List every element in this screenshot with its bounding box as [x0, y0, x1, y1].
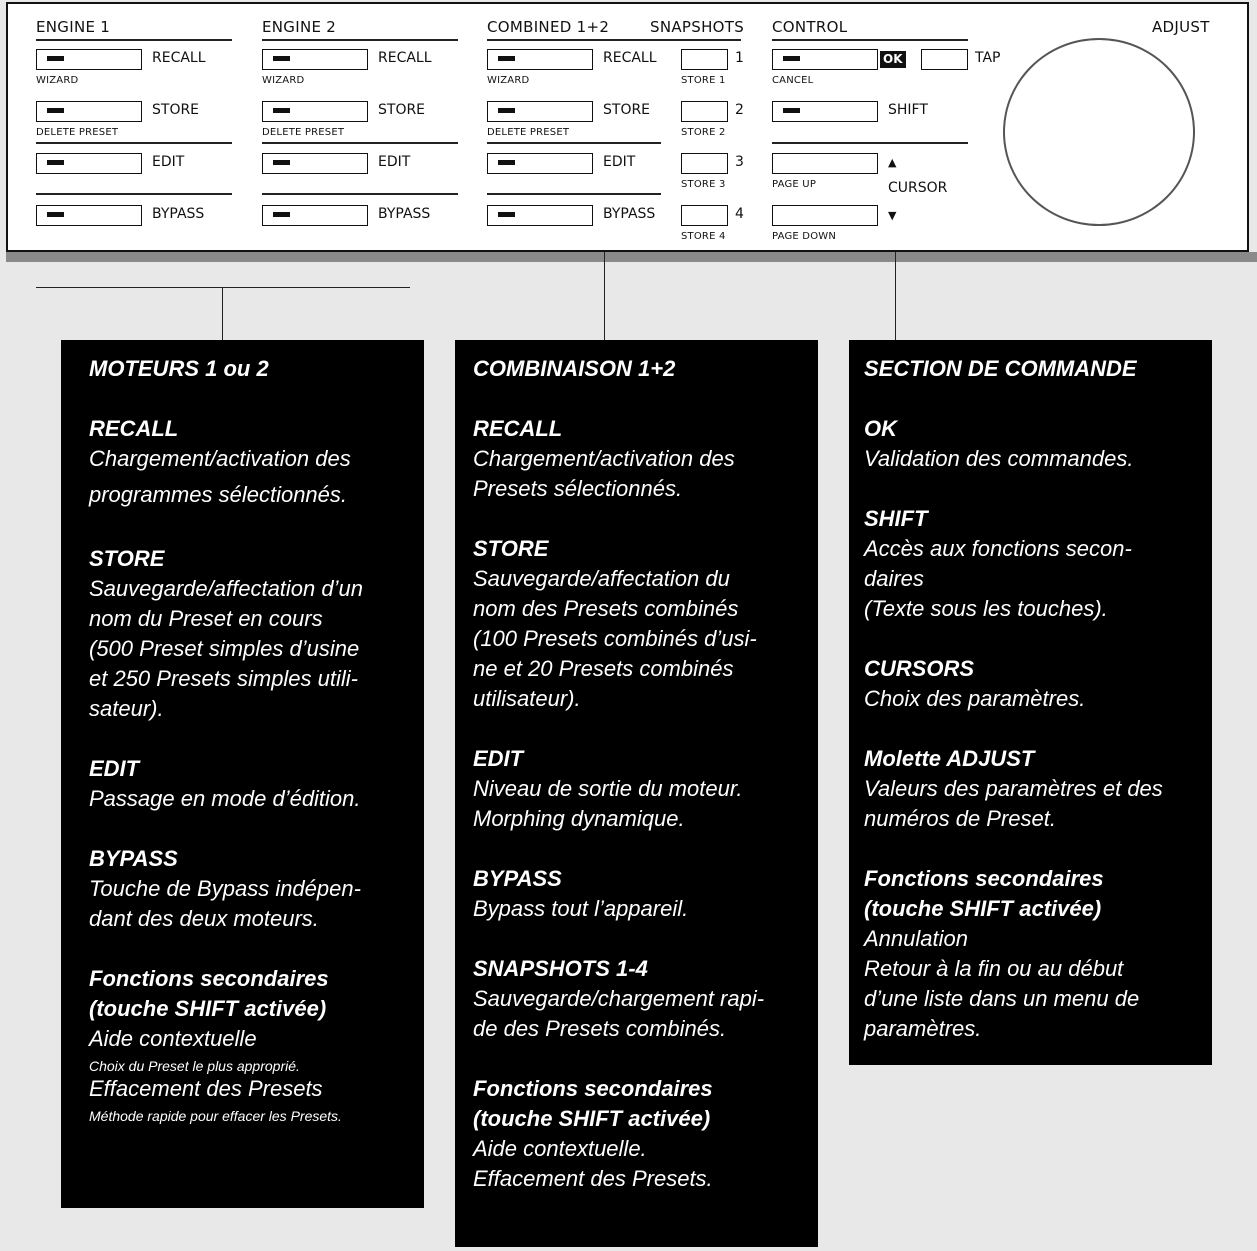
moteurs-secondary-heading2: (touche SHIFT activée) [89, 996, 327, 1021]
moteurs-secondary-heading1: Fonctions secondaires [89, 966, 329, 991]
snapshot-1-label: 1 [735, 50, 744, 66]
commande-retour-line3: paramètres. [864, 1016, 982, 1041]
combinaison-aide: Aide contextuelle. [473, 1136, 647, 1161]
engine2-rule-low [262, 193, 458, 195]
combined-rule-top [487, 39, 741, 41]
tap-button[interactable] [921, 49, 968, 70]
adjust-knob[interactable] [1003, 38, 1195, 226]
combined-delete-preset-label: DELETE PRESET [487, 127, 570, 138]
combinaison-recall-line2: Presets sélectionnés. [473, 476, 683, 501]
engine1-title: ENGINE 1 [36, 18, 111, 36]
commande-cursors-heading: CURSORS [864, 656, 975, 681]
combined-title: COMBINED 1+2 [487, 18, 610, 36]
snapshot-1-button[interactable] [681, 49, 728, 70]
snapshot-4-button[interactable] [681, 205, 728, 226]
combined-rule-low [487, 193, 661, 195]
moteurs-store-heading: STORE [89, 546, 165, 571]
connector-control-vertical [895, 252, 896, 340]
combined-recall-label: RECALL [603, 50, 657, 66]
combinaison-edit-line2: Morphing dynamique. [473, 806, 685, 831]
adjust-title: ADJUST [1152, 18, 1210, 36]
led-icon [47, 160, 64, 165]
engine2-store-button[interactable] [262, 101, 368, 122]
engine1-recall-label: RECALL [152, 50, 206, 66]
combinaison-info-box [455, 340, 818, 1247]
commande-shift-line3: (Texte sous les touches). [864, 596, 1108, 621]
commande-secondary-heading2: (touche SHIFT activée) [864, 896, 1102, 921]
shift-button[interactable] [772, 101, 878, 122]
control-rule-top [772, 39, 968, 41]
connector-combined-vertical [604, 252, 605, 340]
led-icon [273, 160, 290, 165]
engine1-edit-label: EDIT [152, 154, 185, 170]
engine1-wizard-label: WIZARD [36, 75, 79, 86]
combinaison-bypass-heading: BYPASS [473, 866, 562, 891]
control-rule-mid [772, 142, 968, 144]
commande-shift-heading: SHIFT [864, 506, 928, 531]
engine1-store-label: STORE [152, 102, 200, 118]
control-title: CONTROL [772, 18, 848, 36]
engine2-rule-top [262, 39, 458, 41]
combinaison-store-line3: (100 Presets combinés d’usi- [473, 626, 757, 651]
commande-retour-line1: Retour à la fin ou au début [864, 956, 1124, 981]
cursor-down-icon[interactable]: ▼ [888, 209, 897, 222]
snapshot-store3-label: STORE 3 [681, 179, 726, 190]
moteurs-store-line1: Sauvegarde/affectation d’un [89, 576, 363, 601]
commande-retour-line2: d’une liste dans un menu de [864, 986, 1140, 1011]
moteurs-recall-line1: Chargement/activation des [89, 446, 351, 471]
moteurs-title: MOTEURS 1 ou 2 [89, 356, 269, 381]
engine2-rule-mid [262, 142, 458, 144]
moteurs-aide: Aide contextuelle [89, 1026, 257, 1051]
combined-edit-label: EDIT [603, 154, 636, 170]
combinaison-snapshots-line1: Sauvegarde/chargement rapi- [473, 986, 765, 1011]
engine2-bypass-label: BYPASS [378, 206, 431, 222]
engine1-rule-mid [36, 142, 232, 144]
moteurs-info-box [61, 340, 424, 1208]
engine1-delete-preset-label: DELETE PRESET [36, 127, 119, 138]
engine1-recall-button[interactable] [36, 49, 142, 70]
combinaison-effacement: Effacement des Presets. [473, 1166, 713, 1191]
combinaison-recall-line1: Chargement/activation des [473, 446, 735, 471]
combinaison-title: COMBINAISON 1+2 [473, 356, 676, 381]
engine1-edit-button[interactable] [36, 153, 142, 174]
page-up-button[interactable] [772, 153, 878, 174]
commande-molette-line1: Valeurs des paramètres et des [864, 776, 1163, 801]
combinaison-store-line1: Sauvegarde/affectation du [473, 566, 730, 591]
moteurs-recall-heading: RECALL [89, 416, 179, 441]
engine2-store-label: STORE [378, 102, 426, 118]
moteurs-effacement-sub: Méthode rapide pour effacer les Presets. [89, 1108, 342, 1124]
combinaison-recall-heading: RECALL [473, 416, 563, 441]
shift-label: SHIFT [888, 102, 928, 118]
snapshot-4-label: 4 [735, 206, 744, 222]
moteurs-edit-line1: Passage en mode d’édition. [89, 786, 361, 811]
combinaison-store-heading: STORE [473, 536, 549, 561]
ok-badge: OK [880, 51, 906, 68]
engine2-bypass-button[interactable] [262, 205, 368, 226]
page-up-label: PAGE UP [772, 179, 817, 190]
combinaison-bypass-line1: Bypass tout l’appareil. [473, 896, 689, 921]
moteurs-aide-sub: Choix du Preset le plus approprié. [89, 1058, 300, 1074]
cursor-label: CURSOR [888, 180, 948, 196]
combined-bypass-label: BYPASS [603, 206, 656, 222]
combinaison-secondary-heading2: (touche SHIFT activée) [473, 1106, 711, 1131]
led-icon [783, 56, 800, 61]
engine2-wizard-label: WIZARD [262, 75, 305, 86]
snapshot-2-button[interactable] [681, 101, 728, 122]
cursor-up-icon[interactable]: ▲ [888, 156, 897, 169]
engine1-rule-low [36, 193, 232, 195]
led-icon [498, 108, 515, 113]
led-icon [498, 212, 515, 217]
snapshot-store4-label: STORE 4 [681, 231, 726, 242]
combined-bypass-button[interactable] [487, 205, 593, 226]
commande-molette-heading: Molette ADJUST [864, 746, 1035, 771]
snapshot-3-button[interactable] [681, 153, 728, 174]
commande-cursors-line1: Choix des paramètres. [864, 686, 1086, 711]
commande-shift-line1: Accès aux fonctions secon- [864, 536, 1132, 561]
combined-store-button[interactable] [487, 101, 593, 122]
combined-recall-button[interactable] [487, 49, 593, 70]
led-icon [47, 108, 64, 113]
engine2-recall-label: RECALL [378, 50, 432, 66]
combinaison-edit-heading: EDIT [473, 746, 524, 771]
panel-shadow [6, 252, 1257, 262]
engine2-recall-button[interactable] [262, 49, 368, 70]
moteurs-store-line2: nom du Preset en cours [89, 606, 323, 631]
led-icon [783, 108, 800, 113]
engine2-edit-label: EDIT [378, 154, 411, 170]
connector-engines-horizontal [36, 287, 410, 288]
engine2-title: ENGINE 2 [262, 18, 337, 36]
moteurs-edit-heading: EDIT [89, 756, 140, 781]
combinaison-store-line5: utilisateur). [473, 686, 581, 711]
commande-title: SECTION DE COMMANDE [864, 356, 1137, 381]
tap-label: TAP [975, 50, 1001, 66]
engine2-edit-button[interactable] [262, 153, 368, 174]
combined-store-label: STORE [603, 102, 651, 118]
engine1-rule-top [36, 39, 232, 41]
moteurs-store-line3: (500 Preset simples d’usine [89, 636, 360, 661]
engine1-bypass-button[interactable] [36, 205, 142, 226]
connector-engines-vertical [222, 287, 223, 340]
combinaison-edit-line1: Niveau de sortie du moteur. [473, 776, 743, 801]
led-icon [273, 212, 290, 217]
front-panel [6, 2, 1249, 252]
moteurs-bypass-line1: Touche de Bypass indépen- [89, 876, 361, 901]
ok-button[interactable] [772, 49, 878, 70]
combinaison-store-line4: ne et 20 Presets combinés [473, 656, 734, 681]
combined-wizard-label: WIZARD [487, 75, 530, 86]
commande-shift-line2: daires [864, 566, 924, 591]
page-down-label: PAGE DOWN [772, 231, 837, 242]
snapshot-store1-label: STORE 1 [681, 75, 726, 86]
combined-edit-button[interactable] [487, 153, 593, 174]
combined-rule-mid [487, 142, 661, 144]
moteurs-recall-line2: programmes sélectionnés. [89, 482, 348, 507]
snapshots-title: SNAPSHOTS [650, 18, 745, 36]
combinaison-snapshots-line2: de des Presets combinés. [473, 1016, 727, 1041]
combinaison-secondary-heading1: Fonctions secondaires [473, 1076, 713, 1101]
page-down-button[interactable] [772, 205, 878, 226]
snapshot-2-label: 2 [735, 102, 744, 118]
commande-secondary-heading1: Fonctions secondaires [864, 866, 1104, 891]
engine2-delete-preset-label: DELETE PRESET [262, 127, 345, 138]
cancel-label: CANCEL [772, 75, 814, 86]
led-icon [273, 108, 290, 113]
led-icon [47, 56, 64, 61]
moteurs-effacement: Effacement des Presets [89, 1076, 323, 1101]
led-icon [47, 212, 64, 217]
commande-ok-line1: Validation des commandes. [864, 446, 1134, 471]
led-icon [498, 56, 515, 61]
led-icon [273, 56, 290, 61]
commande-molette-line2: numéros de Preset. [864, 806, 1056, 831]
combinaison-store-line2: nom des Presets combinés [473, 596, 739, 621]
commande-ok-heading: OK [864, 416, 897, 441]
snapshot-3-label: 3 [735, 154, 744, 170]
engine1-bypass-label: BYPASS [152, 206, 205, 222]
moteurs-store-line5: sateur). [89, 696, 164, 721]
moteurs-bypass-heading: BYPASS [89, 846, 178, 871]
led-icon [498, 160, 515, 165]
moteurs-bypass-line2: dant des deux moteurs. [89, 906, 319, 931]
combinaison-snapshots-heading: SNAPSHOTS 1-4 [473, 956, 648, 981]
snapshot-store2-label: STORE 2 [681, 127, 726, 138]
moteurs-store-line4: et 250 Presets simples utili- [89, 666, 358, 691]
commande-annulation: Annulation [864, 926, 968, 951]
commande-info-box [849, 340, 1212, 1065]
engine1-store-button[interactable] [36, 101, 142, 122]
